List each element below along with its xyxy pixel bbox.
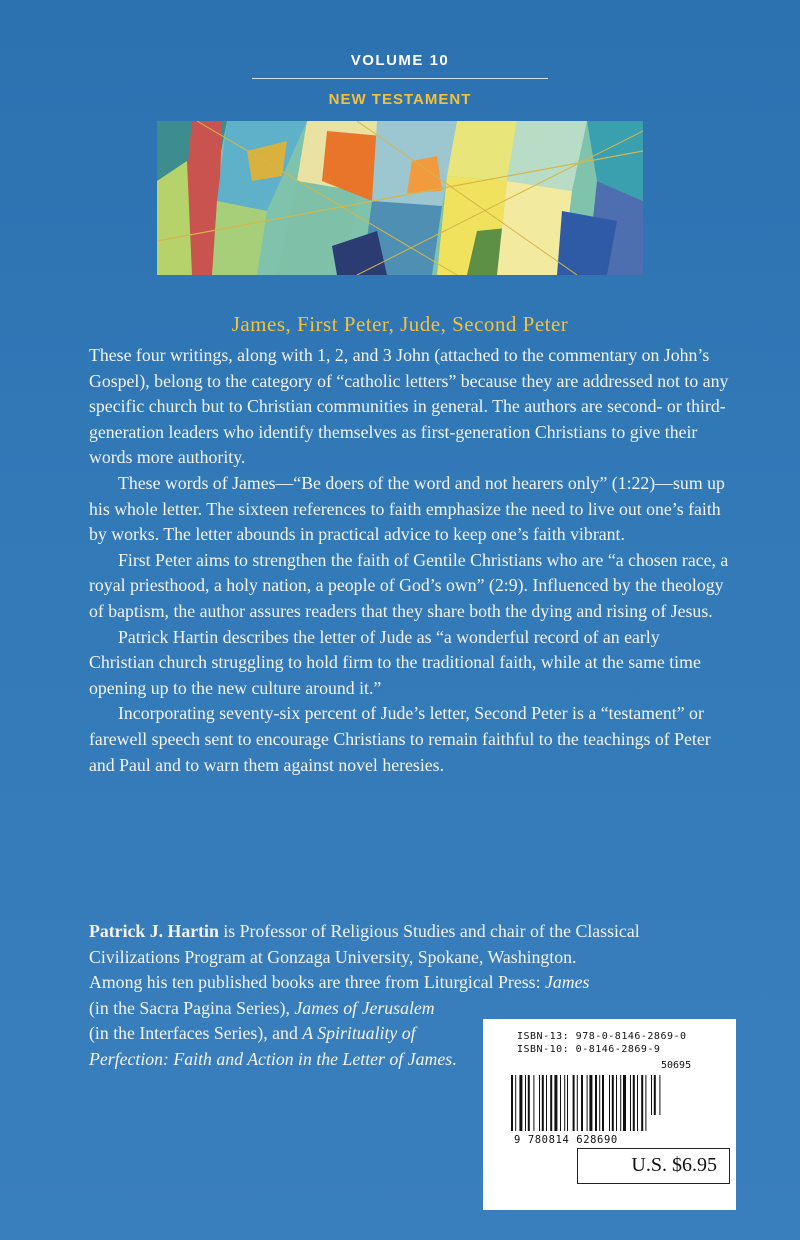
barcode-digits: 9 780814 628690 bbox=[514, 1134, 618, 1146]
series-label: NEW TESTAMENT bbox=[328, 91, 472, 108]
bio-text: (in the Sacra Pagina Series), bbox=[89, 997, 295, 1018]
barcode-bars bbox=[511, 1075, 721, 1135]
art-shape bbox=[447, 121, 517, 181]
book-title-italic: Perfection: Faith and Action in the Letter of James bbox=[89, 1048, 453, 1069]
barcode-bar bbox=[609, 1075, 610, 1131]
barcode-bar bbox=[659, 1075, 660, 1115]
price-box bbox=[577, 1148, 730, 1184]
book-title: James, First Peter, Jude, Second Peter bbox=[231, 312, 569, 336]
cover-artwork bbox=[157, 121, 643, 275]
bio-text: Among his ten published books are three from Liturgical Press: bbox=[89, 972, 545, 993]
description-paragraph: First Peter aims to strengthen the faith of Gentile Christians who are “a chosen race, a royal priesthood, a holy nation, a people of God’s own” (2:9). Influenced by the theology of baptism, the author assures readers that they share both the dying and rising of Jesus. bbox=[89, 549, 729, 621]
barcode-bar bbox=[542, 1075, 544, 1131]
header-rule bbox=[252, 78, 548, 79]
barcode-bar bbox=[645, 1075, 646, 1131]
barcode-bar bbox=[602, 1075, 604, 1131]
barcode-bar bbox=[623, 1075, 626, 1131]
book-title-italic: A Spirituality of bbox=[302, 1023, 416, 1044]
description-paragraph: Patrick Hartin describes the letter of Jude as “a wonderful record of an early Christian church struggling to hold firm to the traditional faith, while at the same time opening up to the new culture around it.” bbox=[89, 626, 701, 698]
bio-text: is Professor of Religious Studies and chair of the Classical bbox=[218, 921, 640, 941]
price-text: U.S. $6.95 bbox=[631, 1154, 717, 1176]
barcode-bar bbox=[515, 1075, 516, 1131]
barcode-bar bbox=[533, 1075, 534, 1131]
barcode-bar bbox=[612, 1075, 614, 1131]
description bbox=[89, 343, 729, 778]
art-shape bbox=[157, 161, 192, 275]
description-paragraph: These words of James—“Be doers of the word and not hearers only” (1:22)—sum up his whole letter. The sixteen references to faith emphasize the need to live out one’s faith by works. The letter abounds in practical advice to keep one’s faith vibrant. bbox=[89, 472, 725, 545]
barcode-bar bbox=[564, 1075, 565, 1131]
book-title-italic: James bbox=[544, 972, 590, 993]
barcode-bar bbox=[528, 1075, 530, 1131]
barcode-bar bbox=[616, 1075, 617, 1131]
volume-label: VOLUME 10 bbox=[350, 52, 450, 69]
barcode-bar bbox=[539, 1075, 540, 1131]
barcode-bar bbox=[633, 1075, 635, 1131]
bio-line bbox=[89, 919, 749, 945]
barcode-bar bbox=[651, 1075, 652, 1115]
barcode-bar bbox=[595, 1075, 597, 1131]
barcode-bar bbox=[630, 1075, 631, 1131]
description-paragraph: Incorporating seventy-six percent of Jude’s letter, Second Peter is a “testament” or farewell speech sent to encourage Christians to remain faithful to the teachings of Peter and Paul and to warn them against novel heresies. bbox=[89, 703, 711, 775]
barcode-bar bbox=[525, 1075, 526, 1131]
barcode-bar bbox=[511, 1075, 513, 1131]
bio-text: (in the Interfaces Series), and bbox=[89, 1023, 303, 1044]
barcode-bar bbox=[519, 1075, 522, 1131]
bio-line bbox=[89, 996, 749, 1022]
addon-code: 50695 bbox=[661, 1060, 692, 1071]
barcode-bar bbox=[573, 1075, 575, 1131]
bio-line: Civilizations Program at Gonzaga University, Spokane, Washington. bbox=[89, 946, 577, 967]
barcode-bar bbox=[641, 1075, 643, 1131]
barcode-bar bbox=[554, 1075, 557, 1131]
barcode-bar bbox=[637, 1075, 638, 1131]
bio-line bbox=[89, 970, 749, 996]
book-title-italic: James of Jerusalem bbox=[294, 997, 435, 1018]
barcode-bar bbox=[587, 1075, 588, 1131]
barcode-bar bbox=[620, 1075, 621, 1131]
barcode-bar bbox=[589, 1075, 592, 1131]
description-paragraph: These four writings, along with 1, 2, and 3 John (attached to the commentary on John’s Gospel), belong to the category of “catholic letters” because they are addressed not to any specific church but to Christian communities in general. The authors are second- or third-generation leaders who identify themselves as first-generation Christians to give their words more authority. bbox=[89, 345, 729, 468]
barcode-bar bbox=[560, 1075, 561, 1131]
barcode-bar bbox=[654, 1075, 656, 1115]
barcode-bar bbox=[550, 1075, 552, 1131]
author-name: Patrick J. Hartin bbox=[89, 921, 219, 941]
isbn10-text: ISBN-10: 0-8146-2869-9 bbox=[517, 1044, 661, 1055]
isbn13-text: ISBN-13: 978-0-8146-2869-0 bbox=[517, 1031, 687, 1042]
art-shape bbox=[557, 211, 617, 275]
art-shape bbox=[407, 156, 442, 193]
barcode-bar bbox=[581, 1075, 583, 1131]
barcode-bar bbox=[567, 1075, 568, 1131]
bio-text: . bbox=[452, 1048, 457, 1069]
barcode-bar bbox=[546, 1075, 547, 1131]
barcode-bar bbox=[577, 1075, 578, 1131]
barcode-bar bbox=[599, 1075, 600, 1131]
